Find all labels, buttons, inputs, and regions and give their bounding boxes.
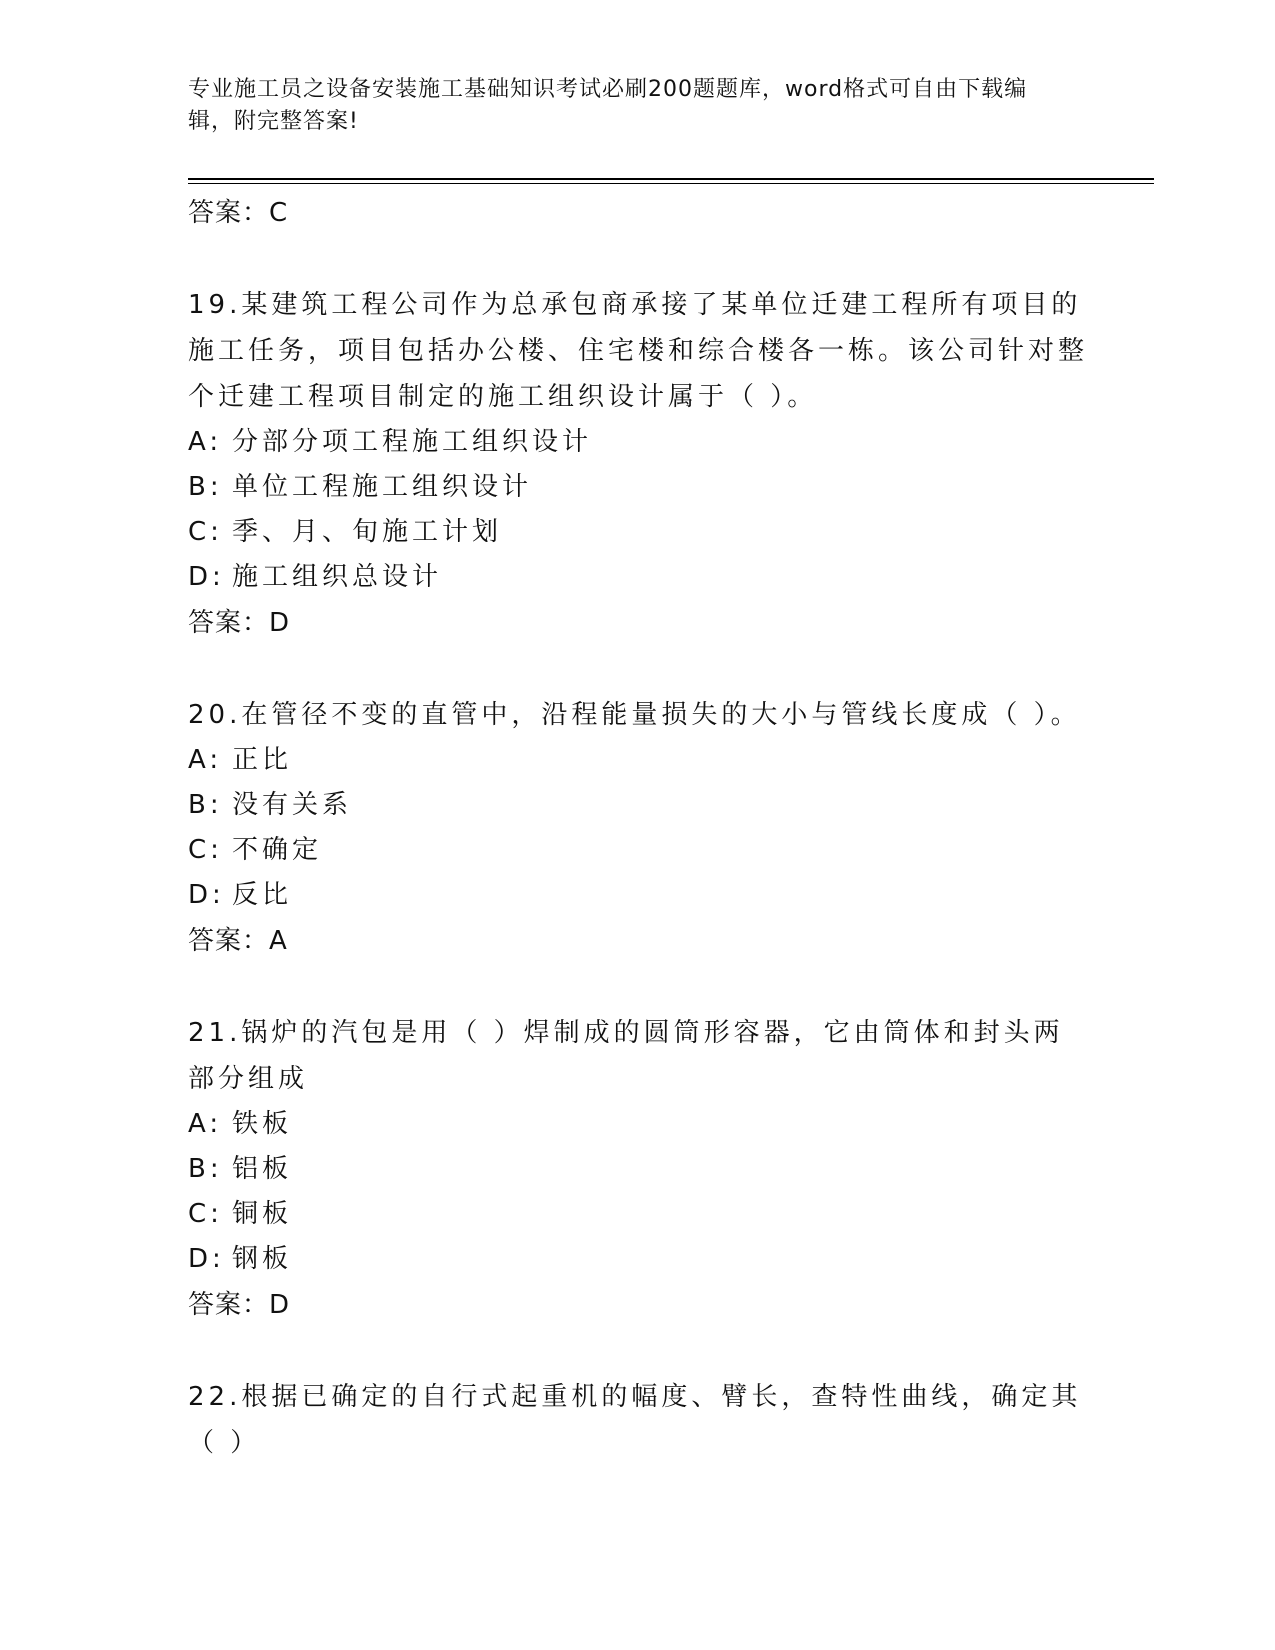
spacer	[188, 646, 1088, 692]
spacer	[188, 1328, 1088, 1374]
spacer	[188, 236, 1088, 282]
option-key: A:	[188, 1109, 223, 1139]
option-key: B:	[188, 790, 223, 820]
question-list	[188, 190, 1088, 1466]
option-c	[188, 1192, 1088, 1237]
option-a	[188, 738, 1088, 783]
answer-line: 答案：C	[188, 198, 289, 228]
option-d	[188, 873, 1088, 918]
option-b	[188, 1147, 1088, 1192]
option-list	[188, 420, 1088, 600]
option-list	[188, 738, 1088, 918]
option-key: D:	[188, 1244, 225, 1274]
question-block-19	[188, 282, 1088, 646]
option-b	[188, 465, 1088, 510]
question-text: 19.某建筑工程公司作为总承包商承接了某单位迁建工程所有项目的施工任务，项目包括办公楼、住宅楼和综合楼各一栋。该公司针对整个迁建工程项目制定的施工组织设计属于（ ）。	[188, 290, 1089, 412]
answer-line: 答案：A	[188, 926, 288, 956]
option-a	[188, 1102, 1088, 1147]
option-key: B:	[188, 1154, 223, 1184]
option-text: 不确定	[232, 835, 323, 865]
question-block-22	[188, 1374, 1088, 1466]
option-text: 正比	[232, 745, 293, 775]
option-text: 反比	[232, 880, 293, 910]
option-d	[188, 555, 1088, 600]
option-text: 钢板	[232, 1244, 293, 1274]
option-list	[188, 1102, 1088, 1282]
question-text: 21.锅炉的汽包是用（ ）焊制成的圆筒形容器，它由筒体和封头两部分组成	[188, 1018, 1064, 1094]
option-key: C:	[188, 1199, 223, 1229]
option-text: 铁板	[232, 1109, 293, 1139]
option-text: 铝板	[232, 1154, 293, 1184]
option-c	[188, 828, 1088, 873]
option-text: 铜板	[232, 1199, 293, 1229]
option-key: C:	[188, 835, 223, 865]
answer-line: 答案：D	[188, 608, 291, 638]
option-c	[188, 510, 1088, 555]
option-b	[188, 783, 1088, 828]
header-rule-thin	[188, 183, 1154, 184]
option-text: 季、月、旬施工计划	[232, 517, 503, 547]
option-a	[188, 420, 1088, 465]
page-header: 专业施工员之设备安装施工基础知识考试必刷200题题库，word格式可自由下载编辑，附完整答案!	[188, 77, 1028, 134]
option-text: 施工组织总设计	[232, 562, 443, 592]
option-key: D:	[188, 562, 225, 592]
option-key: C:	[188, 517, 223, 547]
question-text: 20.在管径不变的直管中，沿程能量损失的大小与管线长度成（ ）。	[188, 700, 1081, 730]
answer-line: 答案：D	[188, 1290, 291, 1320]
option-text: 没有关系	[232, 790, 353, 820]
option-key: A:	[188, 427, 223, 457]
option-key: D:	[188, 880, 225, 910]
option-key: A:	[188, 745, 223, 775]
question-block-21	[188, 1010, 1088, 1328]
option-key: B:	[188, 472, 223, 502]
option-d	[188, 1237, 1088, 1282]
question-text: 22.根据已确定的自行式起重机的幅度、臂长，查特性曲线，确定其（ ）	[188, 1382, 1082, 1458]
option-text: 单位工程施工组织设计	[232, 472, 533, 502]
spacer	[188, 964, 1088, 1010]
header-rule-thick	[188, 178, 1154, 180]
option-text: 分部分项工程施工组织设计	[232, 427, 593, 457]
question-block-20	[188, 692, 1088, 964]
